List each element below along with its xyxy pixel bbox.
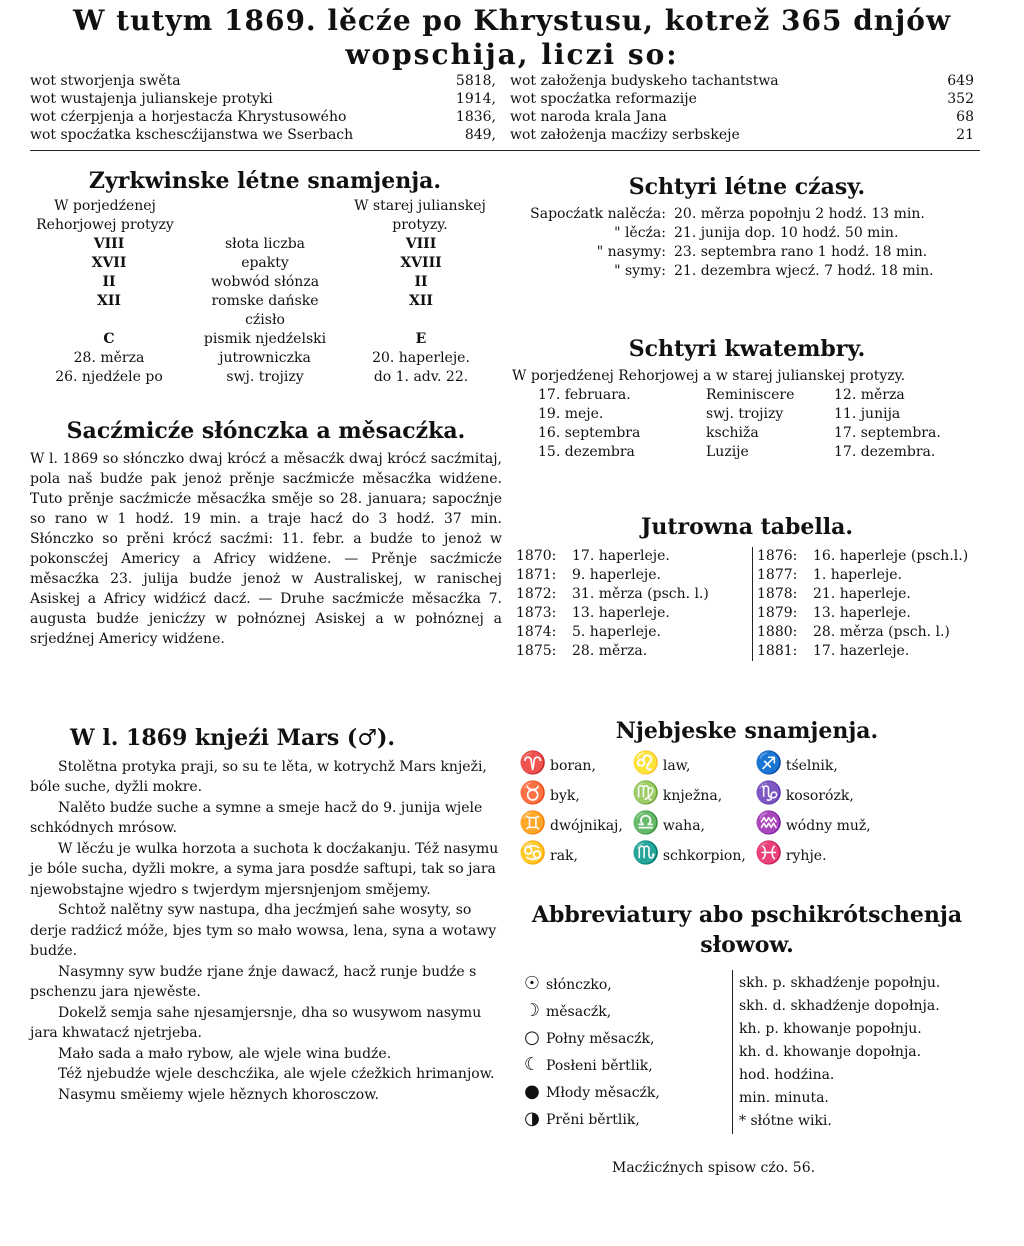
era-row <box>30 72 496 90</box>
symbols-table: ☉ słónczko, ☽ měsacźk, ○ Połny měsacźk, ☾ Posłeni běrtlik, ● Młody měsacźk, ◑ Prěni běrtlik, <box>512 970 732 1134</box>
cancer-icon: ♋ <box>519 841 547 866</box>
gemini-icon: ♊ <box>519 811 547 836</box>
table-row: " nasymy: 23. septembra rano 1 hodź. 18 min. <box>596 244 928 260</box>
era-label: wot załoženja budyskeho tachantstwa <box>510 73 779 89</box>
section-heading: W l. 1869 knjeźi Mars (♂). <box>70 725 396 751</box>
table-row: 26. njedźele po swj. trojizy do 1. adv. 22. <box>55 369 469 385</box>
era-label: wot naroda krala Jana <box>510 109 667 125</box>
page-subtitle: wopschija, liczi so: <box>345 38 679 71</box>
seasons-table <box>512 205 938 281</box>
section-heading: Jutrowna tabella. <box>640 514 854 540</box>
table-row: VIII słota liczba VIII <box>93 236 437 252</box>
era-label: wot spocźatka kschescźijanstwa we Sserbach <box>30 127 354 143</box>
sagittarius-icon: ♐ <box>755 751 783 776</box>
first-quarter-icon: ◑ <box>524 1108 540 1129</box>
era-label: wot stworjenja swěta <box>30 73 181 89</box>
page-title: W tutym 1869. lěcźe po Khrystusu, kotrež 365 dnjów <box>72 4 952 37</box>
paragraph: Nalěto budźe suche a symne a smeje hacž do 9. junija wjele schkódnych mrósow. <box>30 799 483 836</box>
new-moon-icon: ● <box>524 1081 540 1102</box>
mars-section <box>30 725 502 1105</box>
table-row: XII romske dańske cźisło XII <box>97 293 433 328</box>
era-value: 1836, <box>455 109 496 125</box>
paragraph: W lěcźu je wulka horzota a suchota k docźakanju. Též nasymu je bóle sucha, dyžli mokre, a syma jara posdźe saftupi, tak so jara njewobstajne wjedro s twjerdym mjersnjenjom smějemy. <box>30 840 499 898</box>
paragraph: Mało sada a mało rybow, ale wjele wina budźe. <box>58 1045 392 1062</box>
paragraph: Též njebudźe wjele deschcźika, ale wjele cźežkich hrimanjow. <box>58 1066 495 1082</box>
taurus-icon: ♉ <box>519 781 547 806</box>
era-value: 649 <box>947 73 974 89</box>
church-signs-section <box>30 168 500 387</box>
full-moon-icon: ○ <box>524 1027 540 1048</box>
abbreviations-section <box>512 900 982 1134</box>
section-heading: Zyrkwinske létne snamjenja. <box>88 168 442 194</box>
aries-icon: ♈ <box>519 751 547 776</box>
sun-icon: ☉ <box>523 973 541 994</box>
eclipses-section <box>30 418 502 649</box>
table-row: XVII epakty XVIII <box>91 255 442 271</box>
zodiac-table: ♈ boran, ♌ law, ♐ tśelnik, ♉ byk, ♍ knježna, ♑ kosorózk, ♊ dwójnikaj, ♎ waha, ♒ wódny muž, ♋ rak, ♏ schkorpion, ♓ ryhje. <box>512 749 875 871</box>
table-row: " lěcźa: 21. junija dop. 10 hodź. 50 min. <box>614 225 899 241</box>
church-signs-table <box>30 235 500 387</box>
era-row <box>30 90 496 108</box>
section-heading: Abbreviatury abo pschikrótschenja słowow. <box>531 902 963 958</box>
era-label: wot cźerpjenja a horjestacźa Khrystusowého <box>30 109 347 125</box>
table-row: " symy: 21. dezembra wjecź. 7 hodź. 18 min. <box>614 263 934 279</box>
paragraph: Dokelž semja sahe njesamjersnje, dha so wusywom nasymu jara khwatacź njetrjeba. <box>30 1004 482 1041</box>
paragraph: Nasymu směiemy wjele hěznych khorosczow. <box>58 1086 379 1103</box>
section-heading: Schtyri kwatembry. <box>628 336 866 362</box>
section-heading: Sacźmicźe słónczka a měsacźka. <box>66 418 466 444</box>
zodiac-section <box>512 718 982 871</box>
aquarius-icon: ♒ <box>755 811 783 836</box>
era-row <box>510 108 974 126</box>
era-value: 849, <box>464 127 496 143</box>
scorpio-icon: ♏ <box>632 841 660 866</box>
table-row: C pismik njedźelski E <box>103 331 427 347</box>
footer-note: Macźicźnych spisow cźo. 56. <box>612 1160 816 1176</box>
era-row <box>30 126 496 144</box>
divider <box>30 150 980 151</box>
era-list-right <box>510 72 974 144</box>
ember-days-head: W porjedźenej Rehorjowej a w starej julianskej protyzy. <box>512 368 906 384</box>
era-label: wot wustajenja julianskeje protyki <box>30 91 273 107</box>
eclipses-text: W l. 1869 so słónczko dwaj krócź a měsacźk dwaj krócź sacźmitaj, pola naš budźe pak jenoż prěnje sacźmicźe měsacźka widźene. Tuto prěnje sacźmicźe měsacźka směje so 28. januara; sapocźnje so rano w 1 hodź. 19 min. a traje hacź do 3 hodź. 37 min. Słónczko so prěni krócź sacźmi: 11. febr. a budźe to jenoż w pokonscźej Americy a Africy widźene. — Prěnje sacźmicźe měsacźka 23. julija budźe jenoż w Australiskej, w ranischej Asiskej a Africy widźicź dacź. — Druhe sacźmicźe měsacźka 7. augusta budźe jenicźzy w połnóznej Asiskej a w połnóznej a srjedźnej Americy widźene. <box>30 451 502 647</box>
era-value: 68 <box>956 109 974 125</box>
era-row <box>510 126 974 144</box>
table-row: II wobwód słónza II <box>102 274 428 290</box>
easter-table-left: 1870: 17. haperleje. 1871: 9. haperleje. 1872: 31. měrza (psch. l.) 1873: 13. haperleje. 1874: 5. haperleje. 1875: 28. měrza. <box>516 548 709 659</box>
seasons-section <box>512 174 982 281</box>
table-row: Sapocźatk nalěcźa: 20. měrza popołnju 2 hodź. 13 min. <box>530 206 925 222</box>
moon-icon: ☽ <box>523 1000 541 1021</box>
era-row <box>510 72 974 90</box>
era-list-left <box>30 72 496 144</box>
pisces-icon: ♓ <box>755 841 783 866</box>
paragraph: Stolětna protyka praji, so su te lěta, w kotrychž Mars knježi, bóle suche, dyžli mokre. <box>30 758 487 795</box>
era-label: wot założenja macźizy serbskeje <box>510 127 740 143</box>
ember-days-section <box>512 336 982 462</box>
era-value: 1914, <box>455 91 496 107</box>
era-value: 5818, <box>455 73 496 89</box>
libra-icon: ♎ <box>632 811 660 836</box>
leo-icon: ♌ <box>632 751 660 776</box>
paragraph: Nasymny syw budźe rjane źnje dawacź, hacž runje budźe s pschenzu jara njewěste. <box>30 963 477 1000</box>
easter-table-section <box>512 514 982 661</box>
table-row: 28. měrza jutrowniczka 20. haperleje. <box>73 350 470 366</box>
era-row <box>30 108 496 126</box>
era-value: 21 <box>956 127 974 143</box>
virgo-icon: ♍ <box>632 781 660 806</box>
era-value: 352 <box>947 91 974 107</box>
column-head: W porjedźenej Rehorjowej protyzy <box>36 198 174 233</box>
last-quarter-icon: ☾ <box>523 1054 541 1075</box>
section-heading: Schtyri létne cźasy. <box>628 174 866 200</box>
section-heading: Njebjeske snamjenja. <box>615 718 879 744</box>
abbreviations-table: skh. p. skhadźenje popołnju. skh. d. skhadźenje dopołnja. kh. p. khowanje popołnju. kh. d. khowanje dopołnja. hod. hodźina. min. minuta. * słótne wiki. <box>732 970 972 1134</box>
era-row <box>510 90 974 108</box>
ember-days-table: 17. februara. Reminiscere 12. měrza 19. meje. swj. trojizy 11. junija 16. septembra kschiža 17. septembra. 15. dezembra Luzije 17. dezembra. <box>538 387 941 460</box>
capricorn-icon: ♑ <box>755 781 783 806</box>
paragraph: Schtož nalětny syw nastupa, dha jecźmjeń sahe wosyty, so derje radźicź móže, bjes tym so mało wowsa, lena, syna a wotawy budźe. <box>30 902 497 959</box>
era-label: wot spocźatka reformazije <box>510 91 697 107</box>
column-head: W starej julianskej protyzy. <box>354 198 486 233</box>
easter-table-right: 1876: 16. haperleje (psch.l.) 1877: 1. haperleje. 1878: 21. haperleje. 1879: 13. haperleje. 1880: 28. měrza (psch. l.) 1881: 17. hazerleje. <box>752 547 980 661</box>
